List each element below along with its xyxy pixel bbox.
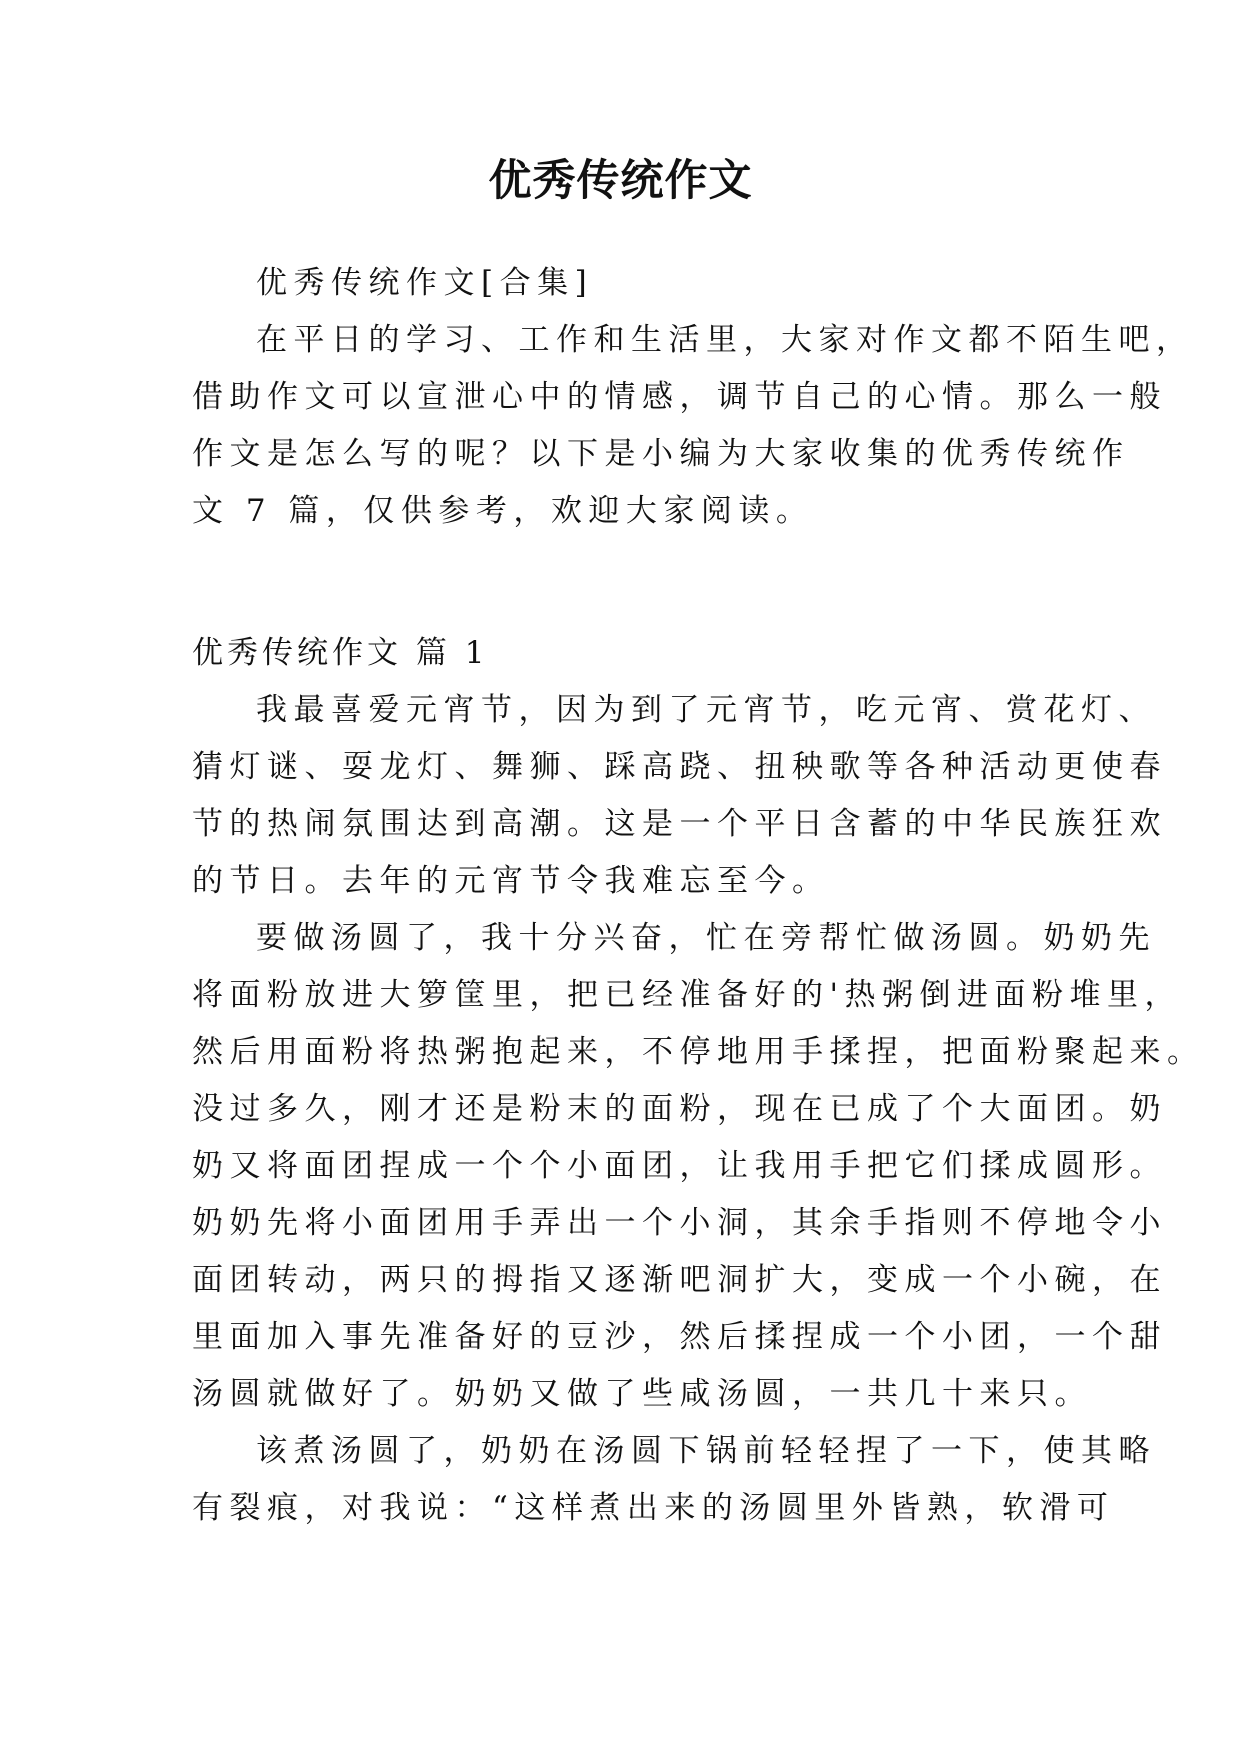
collection-title: 优秀传统作文[合集] [256, 265, 594, 301]
body-line: 奶又将面团捏成一个个小面团，让我用手把它们揉成圆形。 [192, 1148, 1167, 1184]
body-line: 里面加入事先准备好的豆沙，然后揉捏成一个小团，一个甜 [192, 1319, 1167, 1355]
document-title: 优秀传统作文 [488, 156, 753, 206]
body-line: 该煮汤圆了，奶奶在汤圆下锅前轻轻捏了一下，使其略 [256, 1433, 1156, 1469]
body-line: 节的热闹氛围达到高潮。这是一个平日含蓄的中华民族狂欢 [192, 806, 1167, 842]
intro-line: 在平日的学习、工作和生活里，大家对作文都不陌生吧， [256, 322, 1194, 358]
body-line: 猜灯谜、耍龙灯、舞狮、踩高跷、扭秧歌等各种活动更使春 [192, 749, 1167, 785]
body-line: 然后用面粉将热粥抱起来，不停地用手揉捏，把面粉聚起来。 [192, 1034, 1205, 1070]
body-line: 没过多久，刚才还是粉末的面粉，现在已成了个大面团。奶 [192, 1091, 1167, 1127]
body-line: 奶奶先将小面团用手弄出一个小洞，其余手指则不停地令小 [192, 1205, 1167, 1241]
section-heading: 优秀传统作文 篇 1 [192, 635, 489, 671]
body-line: 我最喜爱元宵节，因为到了元宵节，吃元宵、赏花灯、 [256, 692, 1156, 728]
intro-line: 借助作文可以宣泄心中的情感，调节自己的心情。那么一般 [192, 379, 1167, 415]
body-line: 要做汤圆了，我十分兴奋，忙在旁帮忙做汤圆。奶奶先 [256, 920, 1156, 956]
body-line: 有裂痕，对我说：“这样煮出来的汤圆里外皆熟，软滑可 [192, 1490, 1115, 1526]
intro-line: 作文是怎么写的呢？以下是小编为大家收集的优秀传统作 [192, 436, 1130, 472]
body-line: 将面粉放进大箩筐里，把已经准备好的'热粥倒进面粉堆里， [192, 977, 1183, 1013]
body-line: 面团转动，两只的拇指又逐渐吧洞扩大，变成一个小碗，在 [192, 1262, 1167, 1298]
body-line: 的节日。去年的元宵节令我难忘至今。 [192, 863, 830, 899]
intro-line: 文 7 篇，仅供参考，欢迎大家阅读。 [192, 493, 814, 529]
body-line: 汤圆就做好了。奶奶又做了些咸汤圆，一共几十来只。 [192, 1376, 1092, 1412]
